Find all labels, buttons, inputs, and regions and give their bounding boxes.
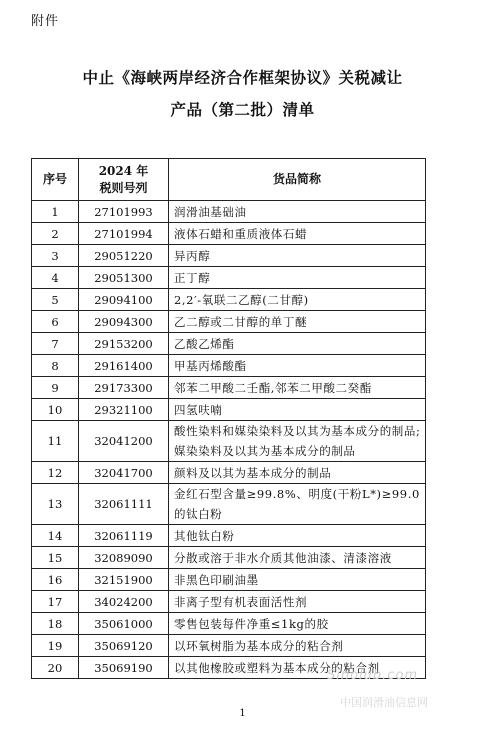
cell-name: 其他钛白粉 — [169, 525, 426, 547]
header-seq: 序号 — [32, 159, 79, 201]
cell-code: 32041700 — [79, 462, 169, 484]
cell-code: 32089090 — [79, 547, 169, 569]
cell-code: 27101994 — [79, 223, 169, 245]
cell-seq: 9 — [32, 377, 79, 399]
cell-seq: 6 — [32, 311, 79, 333]
cell-seq: 14 — [32, 525, 79, 547]
product-list-table — [31, 158, 426, 679]
cell-seq: 8 — [32, 355, 79, 377]
table-row — [32, 525, 426, 547]
cell-seq: 11 — [32, 421, 79, 462]
cell-seq: 3 — [32, 245, 79, 267]
cell-code: 32041200 — [79, 421, 169, 462]
table-header-row — [32, 159, 426, 201]
page-number: 1 — [239, 708, 246, 719]
cell-name: 异丙醇 — [169, 245, 426, 267]
table-row — [32, 311, 426, 333]
table-row — [32, 613, 426, 635]
cell-name: 润滑油基础油 — [169, 201, 426, 223]
cell-name: 酸性染料和媒染染料及以其为基本成分的制品;媒染染料及以其为基本成分的制品 — [169, 421, 426, 462]
cell-seq: 12 — [32, 462, 79, 484]
header-code-line-1: 2024 年 — [98, 163, 149, 178]
cell-code: 27101993 — [79, 201, 169, 223]
cell-seq: 2 — [32, 223, 79, 245]
cell-code: 29321100 — [79, 399, 169, 421]
cell-name: 2,2′-氧联二乙醇(二甘醇) — [169, 289, 426, 311]
watermark-site-name: 中国润滑油信息网 — [340, 696, 428, 709]
table-body — [32, 201, 426, 679]
table-row — [32, 547, 426, 569]
cell-name: 液体石蜡和重质液体石蜡 — [169, 223, 426, 245]
cell-code: 29094100 — [79, 289, 169, 311]
cell-seq: 5 — [32, 289, 79, 311]
cell-seq: 10 — [32, 399, 79, 421]
title-line-1: 中止《海峡两岸经济合作框架协议》关税减让 — [82, 68, 403, 87]
cell-name: 邻苯二甲酸二壬酯,邻苯二甲酸二癸酯 — [169, 377, 426, 399]
table-row — [32, 245, 426, 267]
table-row — [32, 484, 426, 525]
cell-name: 四氢呋喃 — [169, 399, 426, 421]
cell-seq: 19 — [32, 635, 79, 657]
table-row — [32, 377, 426, 399]
table-row — [32, 289, 426, 311]
table-row — [32, 223, 426, 245]
title-line-2: 产品（第二批）清单 — [170, 100, 315, 119]
cell-name: 以环氧树脂为基本成分的粘合剂 — [169, 635, 426, 657]
cell-name: 非离子型有机表面活性剂 — [169, 591, 426, 613]
cell-seq: 16 — [32, 569, 79, 591]
table-row — [32, 333, 426, 355]
cell-name: 零售包装每件净重≤1kg的胶 — [169, 613, 426, 635]
cell-name: 甲基丙烯酸酯 — [169, 355, 426, 377]
cell-code: 29161400 — [79, 355, 169, 377]
cell-name: 以其他橡胶或塑料为基本成分的粘合剂 — [169, 657, 426, 679]
cell-name: 正丁醇 — [169, 267, 426, 289]
cell-code: 35069190 — [79, 657, 169, 679]
table-row — [32, 201, 426, 223]
cell-name: 颜料及以其为基本成分的制品 — [169, 462, 426, 484]
cell-code: 35061000 — [79, 613, 169, 635]
table-row — [32, 355, 426, 377]
cell-seq: 1 — [32, 201, 79, 223]
cell-code: 29094300 — [79, 311, 169, 333]
table-row — [32, 267, 426, 289]
header-code-line-2: 税则号列 — [99, 180, 148, 195]
cell-seq: 13 — [32, 484, 79, 525]
cell-code: 29173300 — [79, 377, 169, 399]
table-row — [32, 421, 426, 462]
cell-seq: 7 — [32, 333, 79, 355]
cell-code: 32151900 — [79, 569, 169, 591]
cell-name: 分散或溶于非水介质其他油漆、清漆溶液 — [169, 547, 426, 569]
attachment-label: 附件 — [31, 14, 60, 29]
cell-code: 29153200 — [79, 333, 169, 355]
cell-seq: 20 — [32, 657, 79, 679]
table-row — [32, 462, 426, 484]
table-row — [32, 591, 426, 613]
watermark-logo: Sinolub.com — [327, 668, 419, 683]
cell-code: 29051300 — [79, 267, 169, 289]
table-row — [32, 635, 426, 657]
cell-name: 乙二醇或二甘醇的单丁醚 — [169, 311, 426, 333]
header-code — [79, 159, 169, 201]
cell-code: 34024200 — [79, 591, 169, 613]
cell-name: 非黑色印刷油墨 — [169, 569, 426, 591]
header-name: 货品简称 — [169, 159, 426, 201]
cell-code: 32061119 — [79, 525, 169, 547]
table-row — [32, 569, 426, 591]
table-row — [32, 399, 426, 421]
cell-seq: 18 — [32, 613, 79, 635]
cell-seq: 15 — [32, 547, 79, 569]
cell-name: 乙酸乙烯酯 — [169, 333, 426, 355]
cell-name: 金红石型含量≥99.8%、明度(干粉L*)≥99.0的钛白粉 — [169, 484, 426, 525]
cell-seq: 17 — [32, 591, 79, 613]
cell-code: 32061111 — [79, 484, 169, 525]
cell-code: 35069120 — [79, 635, 169, 657]
cell-seq: 4 — [32, 267, 79, 289]
cell-code: 29051220 — [79, 245, 169, 267]
